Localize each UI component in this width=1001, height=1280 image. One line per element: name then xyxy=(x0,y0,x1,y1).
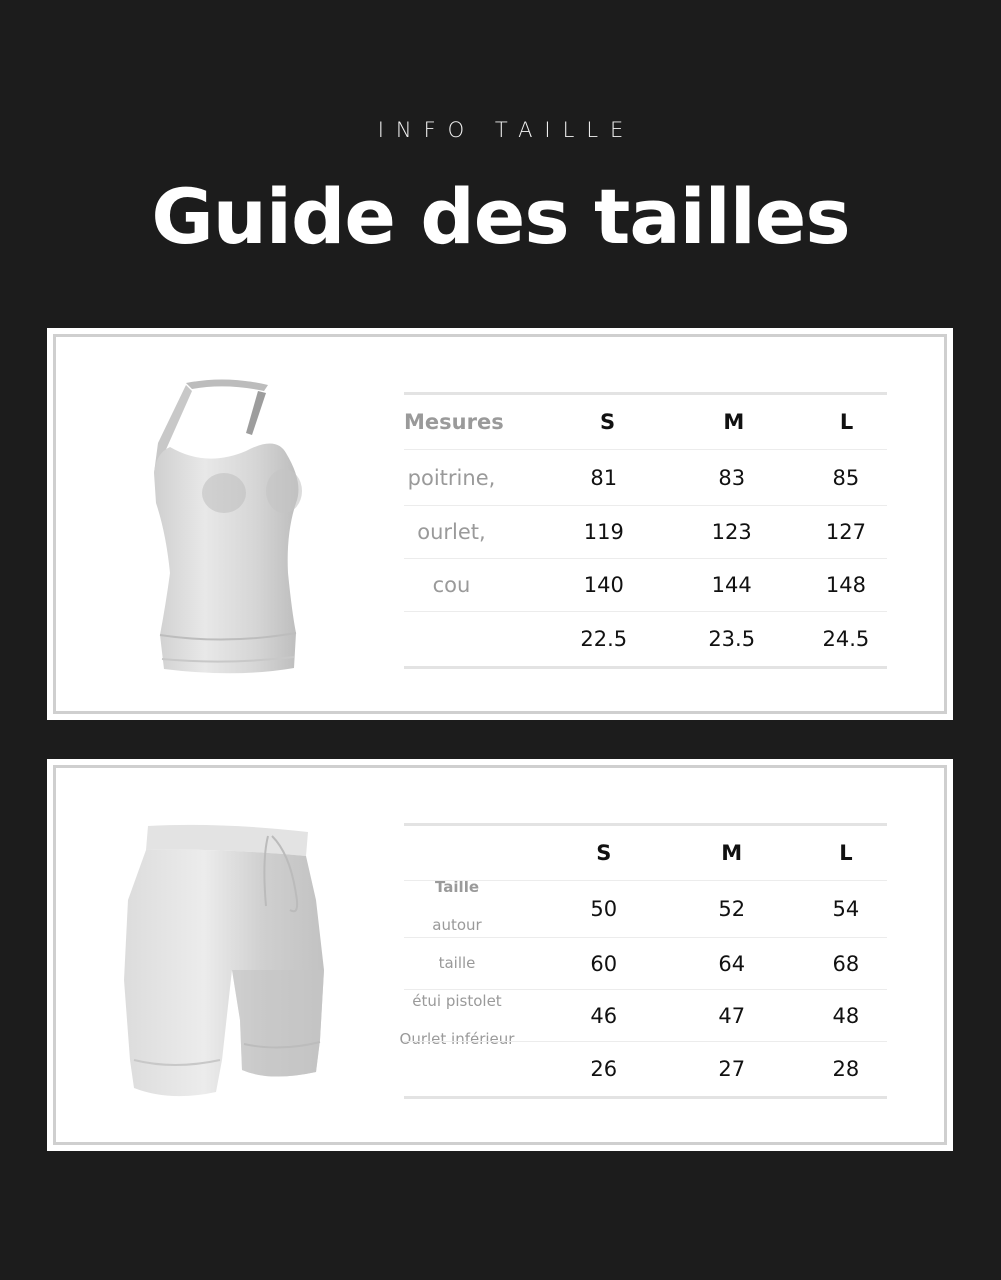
value-m: 27 xyxy=(718,1057,746,1081)
label-taille-2: taille xyxy=(438,954,476,972)
value-l: 85 xyxy=(832,465,860,490)
table-header-row xyxy=(404,395,887,450)
value-s: 81 xyxy=(590,465,618,490)
value-l: 28 xyxy=(832,1057,860,1081)
header-size-m: M xyxy=(721,841,743,865)
value-s: 46 xyxy=(590,1003,618,1028)
value-l: 68 xyxy=(832,951,860,976)
table-row xyxy=(404,559,887,612)
table-rule xyxy=(404,1096,887,1099)
value-s: 60 xyxy=(590,951,618,976)
value-s: 22.5 xyxy=(580,627,628,651)
label-taille: Taille xyxy=(434,878,480,896)
table-row xyxy=(404,1042,887,1096)
value-m: 83 xyxy=(718,465,746,490)
value-l: 48 xyxy=(832,1003,860,1028)
label-etui-pistolet: étui pistolet xyxy=(412,992,502,1010)
table-header-row xyxy=(404,826,887,881)
size-card-top xyxy=(47,328,953,720)
table-row xyxy=(404,990,887,1042)
value-m: 123 xyxy=(711,520,752,544)
header-size-l: L xyxy=(839,841,853,865)
table-rule xyxy=(404,666,887,669)
value-l: 54 xyxy=(832,897,860,921)
value-l: 127 xyxy=(825,520,866,544)
header-size-s: S xyxy=(596,841,612,865)
size-table-bottom xyxy=(404,823,887,1099)
table-row xyxy=(404,612,887,666)
value-s: 140 xyxy=(583,573,624,597)
header-size-m: M xyxy=(723,410,745,434)
value-m: 23.5 xyxy=(708,627,756,651)
size-card-bottom xyxy=(47,759,953,1151)
eyebrow-label: INFO TAILLE xyxy=(377,118,636,142)
value-l: 148 xyxy=(825,573,866,597)
table-row xyxy=(404,450,887,506)
value-s: 119 xyxy=(583,520,624,544)
header-size-s: S xyxy=(600,410,616,434)
value-m: 144 xyxy=(711,573,752,597)
table-row xyxy=(404,881,887,938)
shorts-icon xyxy=(120,820,330,1110)
value-m: 47 xyxy=(718,1003,746,1028)
row-label: poitrine, xyxy=(407,465,496,490)
value-s: 50 xyxy=(590,897,618,921)
row-label: ourlet, xyxy=(417,520,486,544)
header-size-l: L xyxy=(839,410,854,434)
size-table-top xyxy=(404,392,887,669)
label-autour: autour xyxy=(432,916,482,934)
page-title: Guide des tailles xyxy=(151,172,850,261)
table-row xyxy=(404,938,887,990)
table-row xyxy=(404,506,887,559)
row-label: cou xyxy=(432,573,471,597)
tank-top-icon xyxy=(146,373,321,678)
header-label: Mesures xyxy=(404,410,504,434)
value-m: 64 xyxy=(718,951,746,976)
value-s: 26 xyxy=(590,1057,618,1081)
value-l: 24.5 xyxy=(822,627,870,651)
value-m: 52 xyxy=(718,897,746,921)
label-ourlet-inferieur: Ourlet inférieur xyxy=(399,1030,515,1048)
